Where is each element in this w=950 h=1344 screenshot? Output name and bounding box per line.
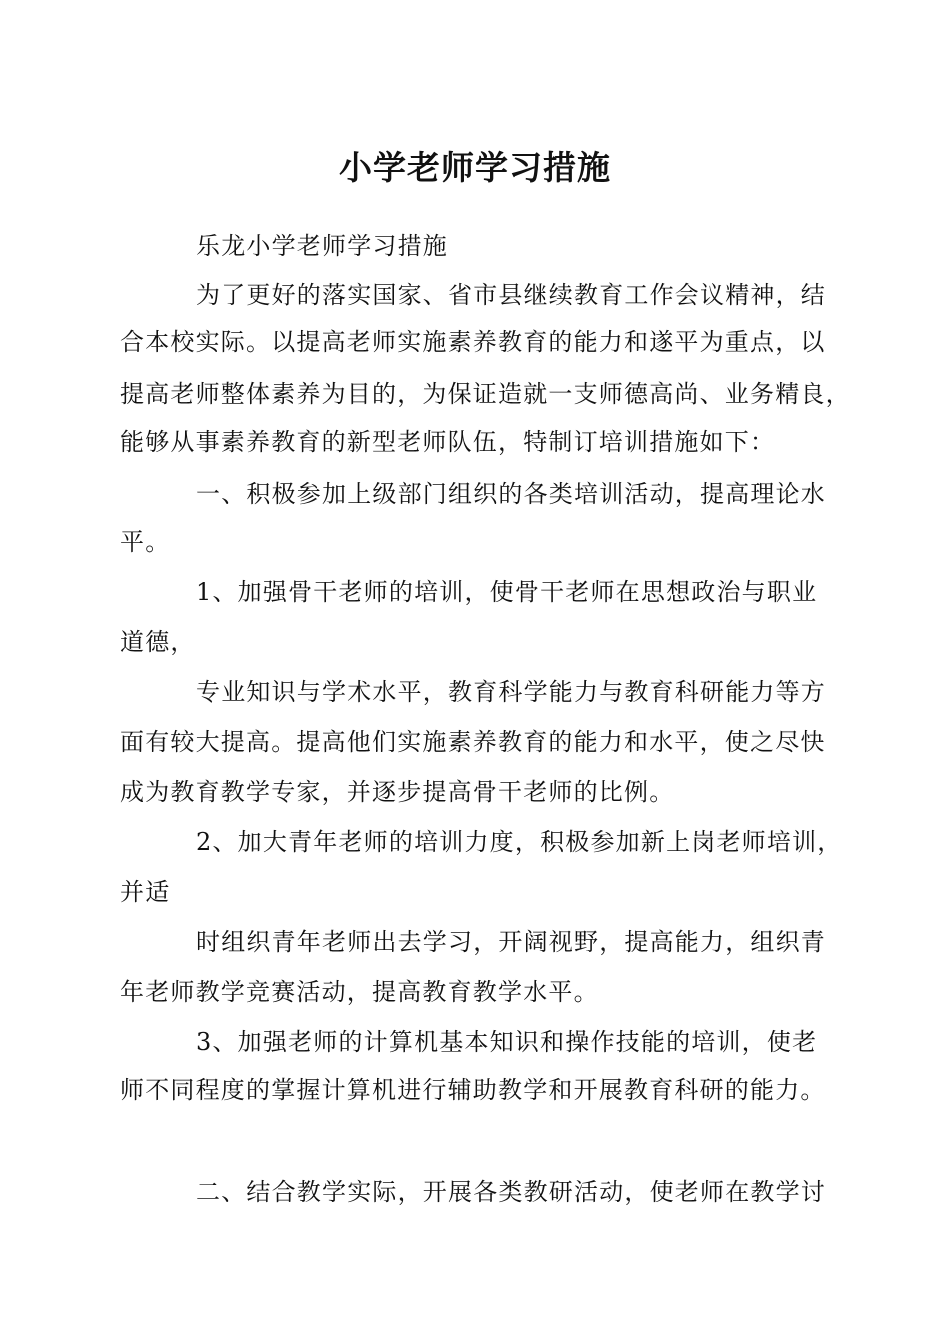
text-line: 面有较大提高。提高他们实施素养教育的能力和水平，使之尽快: [120, 728, 826, 756]
text-line: 乐龙小学老师学习措施: [196, 232, 448, 260]
text-line: 一、积极参加上级部门组织的各类培训活动，提高理论水: [196, 480, 826, 508]
text-line: 二、结合教学实际，开展各类教研活动，使老师在教学讨: [196, 1178, 826, 1206]
text-line: 1、加强骨干老师的培训，使骨干老师在思想政治与职业: [196, 578, 818, 606]
text-line: 年老师教学竞赛活动，提高教育教学水平。: [120, 978, 599, 1006]
document-title: 小学老师学习措施: [339, 148, 611, 187]
text-line: 提高老师整体素养为目的，为保证造就一支师德高尚、业务精良，: [120, 380, 851, 408]
text-line: 师不同程度的掌握计算机进行辅助教学和开展教育科研的能力。: [120, 1076, 826, 1104]
text-line: 为了更好的落实国家、省市县继续教育工作会议精神，结: [196, 281, 826, 309]
text-line: 道德，: [120, 628, 196, 656]
text-line: 平。: [120, 528, 171, 556]
text-line: 成为教育教学专家，并逐步提高骨干老师的比例。: [120, 778, 675, 806]
text-line: 合本校实际。以提高老师实施素养教育的能力和遂平为重点，以: [120, 328, 826, 356]
text-line: 能够从事素养教育的新型老师队伍，特制订培训措施如下：: [120, 428, 776, 456]
text-line: 2、加大青年老师的培训力度，积极参加新上岗老师培训，: [196, 828, 843, 856]
text-line: 3、加强老师的计算机基本知识和操作技能的培训，使老: [196, 1028, 818, 1056]
text-line: 时组织青年老师出去学习，开阔视野，提高能力，组织青: [196, 928, 826, 956]
text-line: 并适: [120, 878, 171, 906]
text-line: 专业知识与学术水平，教育科学能力与教育科研能力等方: [196, 678, 826, 706]
